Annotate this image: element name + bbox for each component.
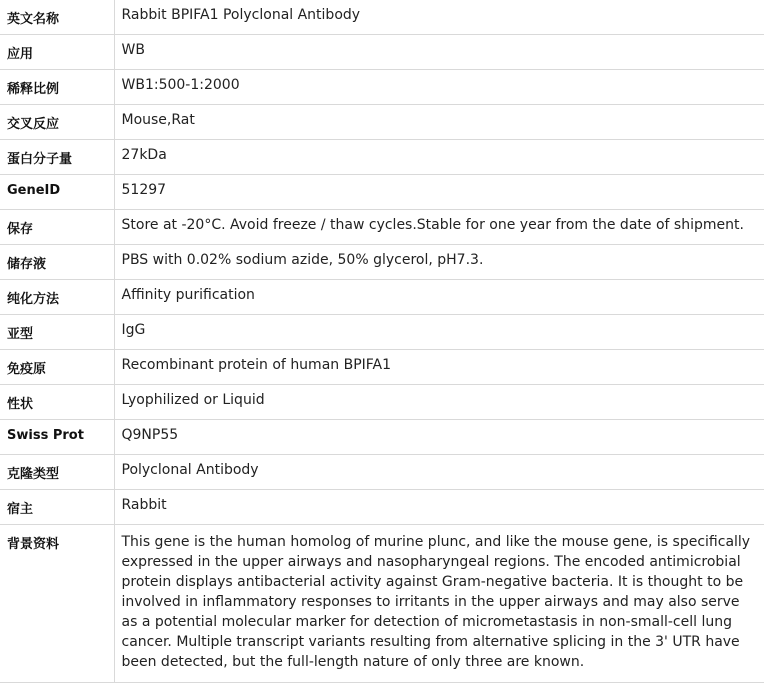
spec-value: Lyophilized or Liquid [114,385,764,420]
spec-label: 英文名称 [0,0,114,35]
spec-row-swiss-prot [0,420,764,455]
spec-label: 应用 [0,35,114,70]
spec-row-purification [0,280,764,315]
spec-row-dilution [0,70,764,105]
spec-value: Q9NP55 [114,420,764,455]
spec-label: 交叉反应 [0,105,114,140]
spec-value: Recombinant protein of human BPIFA1 [114,350,764,385]
spec-label: 储存液 [0,245,114,280]
spec-value: WB [114,35,764,70]
spec-label: 纯化方法 [0,280,114,315]
spec-value: Polyclonal Antibody [114,455,764,490]
spec-row-application [0,35,764,70]
spec-row-storage [0,210,764,245]
spec-label: 稀释比例 [0,70,114,105]
spec-value: PBS with 0.02% sodium azide, 50% glycerol, pH7.3. [114,245,764,280]
spec-value: Rabbit BPIFA1 Polyclonal Antibody [114,0,764,35]
spec-row-clonality [0,455,764,490]
spec-value: Store at -20°C. Avoid freeze / thaw cycles.Stable for one year from the date of shipment. [114,210,764,245]
spec-value: Rabbit [114,490,764,525]
spec-row-english-name [0,0,764,35]
spec-row-isotype [0,315,764,350]
spec-label: 免疫原 [0,350,114,385]
spec-label: 保存 [0,210,114,245]
spec-row-molecular-weight [0,140,764,175]
spec-row-background [0,525,764,683]
spec-row-immunogen [0,350,764,385]
spec-value: 51297 [114,175,764,210]
spec-row-form [0,385,764,420]
spec-row-cross-reactivity [0,105,764,140]
spec-row-gene-id [0,175,764,210]
spec-value: 27kDa [114,140,764,175]
spec-row-host [0,490,764,525]
spec-value: WB1:500-1:2000 [114,70,764,105]
spec-value: IgG [114,315,764,350]
spec-label: Swiss Prot [0,420,114,455]
spec-value: Affinity purification [114,280,764,315]
spec-value: Mouse,Rat [114,105,764,140]
spec-value-background: This gene is the human homolog of murine plunc, and like the mouse gene, is specifically expressed in the upper airways and nasopharyngeal regions. The encoded antimicrobial protein displays antibacterial activity against Gram-negative bacteria. It is thought to be involved in inflammatory responses to irritants in the upper airways and may also serve as a potential molecular marker for detection of micrometastasis in non-small-cell lung cancer. Multiple transcript variants resulting from alternative splicing in the 3' UTR have been detected, but the full-length nature of only three are known. [114,525,764,683]
spec-label: GeneID [0,175,114,210]
spec-label: 蛋白分子量 [0,140,114,175]
spec-label: 宿主 [0,490,114,525]
spec-label: 性状 [0,385,114,420]
spec-row-storage-buffer [0,245,764,280]
spec-label: 亚型 [0,315,114,350]
spec-label: 克隆类型 [0,455,114,490]
spec-label: 背景资料 [0,525,114,683]
